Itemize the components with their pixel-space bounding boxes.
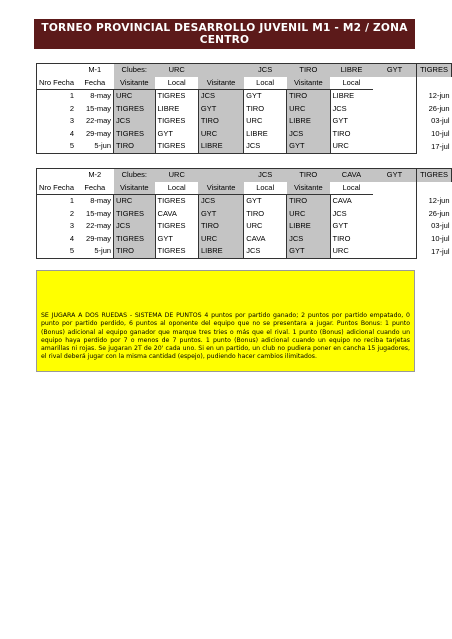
col-header-visitante: Visitante xyxy=(198,182,243,195)
return-date: 26-jun xyxy=(428,208,450,218)
fecha-date: 29-may xyxy=(86,233,112,243)
match1-local: CAVA xyxy=(155,208,198,221)
return-date: 17-jul xyxy=(431,246,450,256)
table-row xyxy=(37,220,452,233)
col-header-fecha: Fecha xyxy=(76,182,114,195)
match3-visitante: TIRO xyxy=(287,90,330,103)
match2-visitante: JCS xyxy=(198,90,243,103)
table-row xyxy=(37,140,452,153)
match1-local: TIGRES xyxy=(155,195,198,208)
match3-visitante: LIBRE xyxy=(287,220,330,233)
match1-local: TIGRES xyxy=(155,90,198,103)
club-name: CAVA xyxy=(330,169,373,182)
spacer xyxy=(373,233,417,246)
return-date: 03-jul xyxy=(431,116,450,126)
match2-visitante: LIBRE xyxy=(198,245,243,258)
col-header-local: Local xyxy=(155,182,198,195)
table-row xyxy=(37,195,452,208)
fecha-date: 8-may xyxy=(90,196,112,206)
table-row xyxy=(37,115,452,128)
fecha-number: 3 xyxy=(37,220,77,233)
fecha-date: 5-jun xyxy=(76,245,114,258)
return-date: 26-jun xyxy=(428,103,450,113)
fecha-number: 1 xyxy=(37,195,77,208)
clubs-label: Clubes: xyxy=(114,64,155,77)
spacer xyxy=(373,115,417,128)
match3-visitante: URC xyxy=(287,208,330,221)
fecha-number: 5 xyxy=(37,245,77,258)
club-name: JCS xyxy=(244,64,287,77)
col-header-visitante: Visitante xyxy=(287,182,330,195)
spacer xyxy=(373,195,417,208)
fecha-number: 1 xyxy=(37,90,77,103)
match2-visitante: TIRO xyxy=(198,115,243,128)
schedule-table-m1 xyxy=(36,63,452,154)
match1-visitante: JCS xyxy=(114,220,156,233)
return-date: 12-jun xyxy=(428,196,450,205)
match2-visitante: GYT xyxy=(198,208,243,221)
match2-visitante: URC xyxy=(198,233,243,246)
fecha-number: 2 xyxy=(37,103,77,116)
club-name: TIRO xyxy=(287,169,330,182)
fecha-date: 15-may xyxy=(86,208,112,218)
match1-visitante: TIRO xyxy=(114,245,156,258)
match2-local: GYT xyxy=(244,195,287,208)
spacer xyxy=(373,208,417,221)
category-label: M-2 xyxy=(76,169,114,182)
match1-visitante: JCS xyxy=(114,115,155,128)
clubs-label: Clubes: xyxy=(114,169,156,182)
club-name: URC xyxy=(155,169,198,182)
return-date: 10-jul xyxy=(431,233,450,243)
table-row xyxy=(37,245,452,258)
fecha-number: 4 xyxy=(37,233,77,246)
match1-visitante: TIGRES xyxy=(114,128,155,141)
match3-visitante: TIRO xyxy=(287,195,330,208)
match1-local: TIGRES xyxy=(155,245,198,258)
club-name: TIRO xyxy=(287,64,330,77)
match3-local: TIRO xyxy=(330,233,373,246)
fecha-date: 8-may xyxy=(90,91,112,101)
schedule-table-m2 xyxy=(36,168,452,259)
col-header-visitante: Visitante xyxy=(114,182,156,195)
match3-visitante: LIBRE xyxy=(287,115,330,128)
match3-visitante: GYT xyxy=(287,245,330,258)
match3-local: CAVA xyxy=(330,195,373,208)
spacer xyxy=(373,128,417,141)
match3-visitante: JCS xyxy=(287,233,330,246)
match1-local: TIGRES xyxy=(155,140,198,153)
match2-local: JCS xyxy=(244,140,287,153)
club-name: GYT xyxy=(373,169,417,182)
rules-note: SE JUGARA A DOS RUEDAS - SISTEMA DE PUNTOS 4 puntos por partido ganado; 2 puntos por partido empatado, 0 punto por partido perdido, 6 puntos al oponente del equipo que no se presentara a jugar. Puntos Bonus: 1 punto (Bonus) adicional al equipo ganador que marque tres tries o más que el rival. 1 punto (Bonus) adicional cuando un equipo haya perdido por 7 o menos de 7 puntos. 1 punto (Bonus) adicional cuando un equipo no reciba tarjetas amarillas ni rojas. Se jugaran 2T de 20' cada uno. Si en un partido, un club no pudiera poner en cancha 15 jugadores, el rival deberá jugar con la misma cantidad (espejo), pudiendo hacer cambios ilimitados. xyxy=(36,270,415,372)
col-header-visitante: Visitante xyxy=(114,77,155,90)
match2-local: TIRO xyxy=(244,103,287,116)
fecha-date: 29-may xyxy=(86,128,112,138)
match3-local: JCS xyxy=(330,208,373,221)
spacer xyxy=(373,220,417,233)
table-row xyxy=(37,103,452,116)
match3-local: URC xyxy=(330,140,373,153)
match1-visitante: TIRO xyxy=(114,140,155,153)
match2-local: CAVA xyxy=(244,233,287,246)
col-header-local: Local xyxy=(155,77,198,90)
fecha-date: 15-may xyxy=(86,103,112,113)
col-header-fecha: Fecha xyxy=(76,77,114,90)
match3-local: URC xyxy=(330,245,373,258)
fecha-number: 4 xyxy=(37,128,77,141)
fecha-number: 2 xyxy=(37,208,77,221)
table-row xyxy=(37,128,452,141)
match2-local: GYT xyxy=(244,90,287,103)
col-header-local: Local xyxy=(244,77,287,90)
fecha-date: 22-may xyxy=(86,116,112,126)
club-name-extra: TIGRES xyxy=(417,169,452,182)
match2-local: LIBRE xyxy=(244,128,287,141)
fecha-number: 5 xyxy=(37,140,77,153)
col-header-local: Local xyxy=(244,182,287,195)
match1-visitante: TIGRES xyxy=(114,103,155,116)
spacer xyxy=(373,140,417,153)
match1-local: TIGRES xyxy=(155,115,198,128)
spacer xyxy=(373,245,417,258)
match1-local: GYT xyxy=(155,233,198,246)
match2-visitante: URC xyxy=(198,128,243,141)
match3-visitante: JCS xyxy=(287,128,330,141)
match1-visitante: TIGRES xyxy=(114,208,156,221)
col-header-visitante: Visitante xyxy=(198,77,243,90)
page-title: TORNEO PROVINCIAL DESARROLLO JUVENIL M1 - M2 / ZONA CENTRO xyxy=(34,19,415,49)
club-name-extra: TIGRES xyxy=(417,64,452,77)
fecha-number: 3 xyxy=(37,115,77,128)
return-date: 17-jul xyxy=(431,141,450,151)
col-header-nro: Nro Fecha xyxy=(37,182,77,195)
match2-visitante: JCS xyxy=(198,195,243,208)
table-row xyxy=(37,90,452,103)
match2-local: TIRO xyxy=(244,208,287,221)
club-name: LIBRE xyxy=(330,64,373,77)
m2-rows xyxy=(37,195,452,259)
return-date: 12-jun xyxy=(428,91,450,100)
match3-visitante: GYT xyxy=(287,140,330,153)
match3-local: JCS xyxy=(330,103,373,116)
match2-local: JCS xyxy=(244,245,287,258)
match2-local: URC xyxy=(244,115,287,128)
match1-visitante: URC xyxy=(114,195,156,208)
col-header-local: Local xyxy=(330,182,373,195)
match1-local: LIBRE xyxy=(155,103,198,116)
match2-visitante: TIRO xyxy=(198,220,243,233)
col-header-nro: Nro Fecha xyxy=(37,77,77,90)
table-row xyxy=(37,233,452,246)
return-date: 10-jul xyxy=(431,128,450,138)
fecha-date: 22-may xyxy=(86,221,112,231)
match2-local: URC xyxy=(244,220,287,233)
fecha-date: 5-jun xyxy=(76,140,114,153)
spacer xyxy=(373,90,417,103)
col-header-local: Local xyxy=(330,77,373,90)
club-name: GYT xyxy=(373,64,417,77)
spacer xyxy=(373,103,417,116)
match2-visitante: LIBRE xyxy=(198,140,243,153)
club-name: JCS xyxy=(244,169,287,182)
match3-visitante: URC xyxy=(287,103,330,116)
match2-visitante: GYT xyxy=(198,103,243,116)
match1-visitante: TIGRES xyxy=(114,233,156,246)
match1-visitante: URC xyxy=(114,90,155,103)
club-name: URC xyxy=(155,64,198,77)
match1-local: TIGRES xyxy=(155,220,198,233)
match1-local: GYT xyxy=(155,128,198,141)
match3-local: GYT xyxy=(330,220,373,233)
category-label: M-1 xyxy=(76,64,114,77)
match3-local: GYT xyxy=(330,115,373,128)
match3-local: TIRO xyxy=(330,128,373,141)
m1-rows xyxy=(37,90,452,154)
col-header-visitante: Visitante xyxy=(287,77,330,90)
return-date: 03-jul xyxy=(431,221,450,231)
match3-local: LIBRE xyxy=(330,90,373,103)
table-row xyxy=(37,208,452,221)
